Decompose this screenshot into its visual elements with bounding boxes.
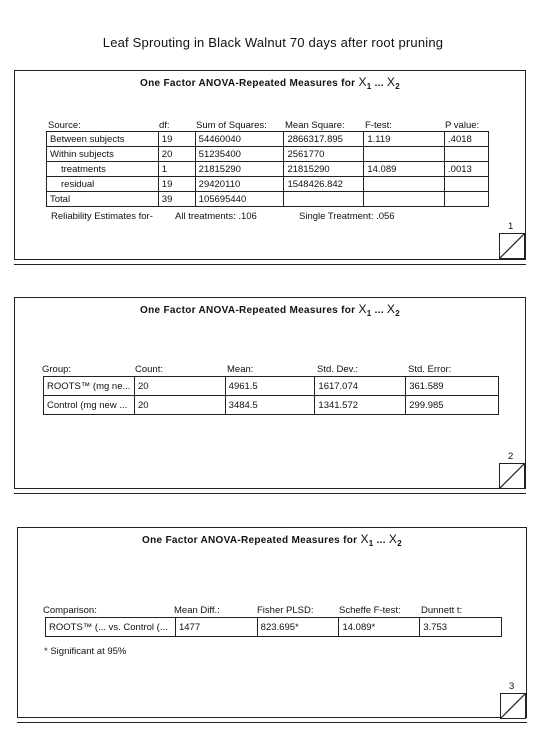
cell-f: 1.119 (364, 132, 445, 147)
panel-bottom-rule (14, 261, 526, 265)
cell-source: Within subjects (47, 147, 159, 162)
cell-ms: 1548426.842 (284, 177, 364, 192)
page-number: 3 (509, 681, 515, 692)
cell-ss: 51235400 (195, 147, 284, 162)
header-fisher-plsd: Fisher PLSD: (257, 605, 314, 616)
table-row (47, 147, 489, 162)
cell-f: 14.089 (364, 162, 445, 177)
cell-mean-diff: 1477 (175, 618, 257, 637)
cell-ms: 21815290 (284, 162, 364, 177)
panel-bottom-rule (14, 490, 526, 494)
cell-count: 20 (134, 396, 225, 415)
cell-ss: 21815290 (195, 162, 284, 177)
cell-group: ROOTS™ (mg ne... (44, 377, 135, 396)
cell-std-dev: 1341.572 (315, 396, 406, 415)
header-scheffe: Scheffe F-test: (339, 605, 401, 616)
cell-mean: 4961.5 (225, 377, 315, 396)
cell-fisher-plsd: 823.695* (257, 618, 339, 637)
header-dunnett: Dunnett t: (421, 605, 463, 616)
table-row (44, 377, 499, 396)
header-mean-diff: Mean Diff.: (174, 605, 220, 616)
comparison-panel (17, 527, 527, 718)
group-stats-panel (14, 297, 526, 489)
cell-comparison: ROOTS™ (... vs. Control (... (46, 618, 176, 637)
group-stats-table (43, 376, 499, 415)
table-row (47, 192, 489, 207)
cell-ss: 54460040 (195, 132, 284, 147)
header-sum-of-squares: Sum of Squares: (196, 120, 267, 131)
page-curl-icon (500, 693, 526, 719)
reliability-single-treatment: Single Treatment: .056 (299, 211, 395, 222)
cell-std-error: 361.589 (406, 377, 499, 396)
cell-ss: 29420110 (195, 177, 284, 192)
cell-std-dev: 1617.074 (315, 377, 406, 396)
table-row (47, 132, 489, 147)
cell-p: .0013 (445, 162, 489, 177)
page-title: Leaf Sprouting in Black Walnut 70 days after root pruning (102, 35, 444, 50)
cell-scheffe: 14.089* (339, 618, 420, 637)
cell-source: Between subjects (47, 132, 159, 147)
cell-df: 39 (158, 192, 195, 207)
cell-f (364, 177, 445, 192)
cell-std-error: 299.985 (406, 396, 499, 415)
page-number: 1 (508, 221, 514, 232)
cell-source: residual (47, 177, 159, 192)
panel-title: One Factor ANOVA-Repeated Measures for $X_1$ ... $X_2$ (140, 75, 400, 91)
significance-footnote: * Significant at 95% (44, 646, 127, 657)
cell-source: treatments (47, 162, 159, 177)
header-count: Count: (135, 364, 163, 375)
cell-ms: 2561770 (284, 147, 364, 162)
cell-f (364, 192, 445, 207)
header-group: Group: (42, 364, 72, 375)
cell-df: 19 (158, 177, 195, 192)
header-std-dev: Std. Dev.: (317, 364, 359, 375)
header-mean-square: Mean Square: (285, 120, 345, 131)
page-curl-icon (499, 463, 525, 489)
table-row (47, 177, 489, 192)
cell-df: 19 (158, 132, 195, 147)
table-row (47, 162, 489, 177)
page-number: 2 (508, 451, 514, 462)
header-source: Source: (48, 120, 81, 131)
table-row (44, 396, 499, 415)
header-df: df: (159, 120, 170, 131)
cell-df: 20 (158, 147, 195, 162)
header-comparison: Comparison: (43, 605, 97, 616)
reliability-label: Reliability Estimates for- (51, 211, 153, 222)
cell-f (364, 147, 445, 162)
panel-title: One Factor ANOVA-Repeated Measures for $X_1$ ... $X_2$ (142, 532, 402, 548)
cell-p (445, 192, 489, 207)
reliability-all-treatments: All treatments: .106 (175, 211, 257, 222)
cell-p (445, 147, 489, 162)
anova-table (46, 131, 489, 207)
cell-p: .4018 (445, 132, 489, 147)
header-mean: Mean: (227, 364, 254, 375)
cell-dunnett: 3.753 (420, 618, 502, 637)
cell-ss: 105695440 (195, 192, 284, 207)
header-p-value: P value: (445, 120, 480, 131)
header-std-error: Std. Error: (408, 364, 452, 375)
page-curl-icon (499, 233, 525, 259)
panel-bottom-rule (17, 719, 527, 723)
cell-ms: 2866317.895 (284, 132, 364, 147)
cell-count: 20 (134, 377, 225, 396)
panel-title: One Factor ANOVA-Repeated Measures for $X_1$ ... $X_2$ (140, 302, 400, 318)
header-f-test: F-test: (365, 120, 392, 131)
anova-panel (14, 70, 526, 260)
cell-group: Control (mg new ... (44, 396, 135, 415)
comparison-table (45, 617, 502, 637)
table-row (46, 618, 502, 637)
cell-ms (284, 192, 364, 207)
cell-p (445, 177, 489, 192)
cell-df: 1 (158, 162, 195, 177)
cell-source: Total (47, 192, 159, 207)
cell-mean: 3484.5 (225, 396, 315, 415)
